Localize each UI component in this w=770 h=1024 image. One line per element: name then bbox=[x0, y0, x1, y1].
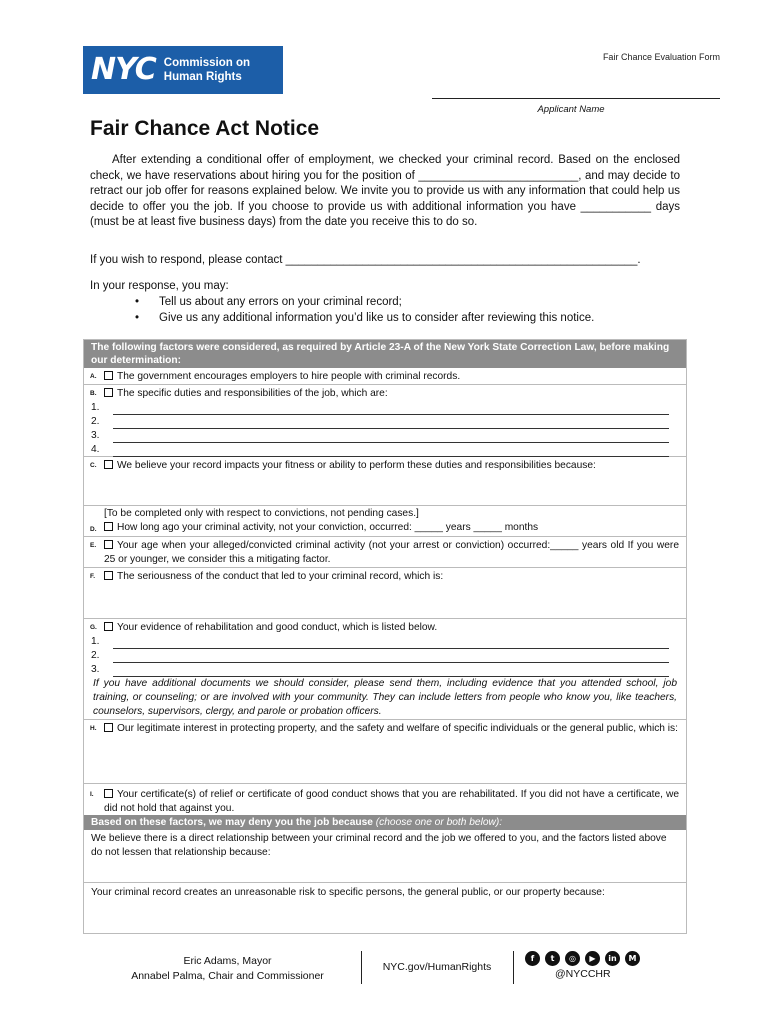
factors-table bbox=[83, 339, 687, 934]
answer-line[interactable] bbox=[91, 663, 679, 677]
instagram-icon[interactable]: ◎ bbox=[565, 951, 580, 966]
factor-letter: E. bbox=[90, 542, 97, 549]
list-item: • Tell us about any errors on your criminal record; bbox=[135, 294, 680, 310]
page-title: Fair Chance Act Notice bbox=[90, 117, 320, 140]
deny-heading-text: Based on these factors, we may deny you the job because bbox=[91, 817, 373, 828]
factor-b-checkbox[interactable] bbox=[104, 388, 113, 397]
line-number: 2. bbox=[91, 416, 100, 427]
response-section bbox=[90, 278, 680, 326]
factors-heading: The following factors were considered, as required by Article 23-A of the New York State Correction Law, before making our determination: bbox=[84, 340, 686, 368]
twitter-icon[interactable]: t bbox=[545, 951, 560, 966]
linkedin-icon[interactable]: in bbox=[605, 951, 620, 966]
factor-h[interactable] bbox=[84, 720, 686, 784]
factor-letter: C. bbox=[90, 462, 97, 469]
line-number: 3. bbox=[91, 430, 100, 441]
contact-line: If you wish to respond, please contact _______________________________________________________. bbox=[90, 254, 641, 266]
factor-d bbox=[84, 506, 686, 537]
footer-website[interactable]: NYC.gov/HumanRights bbox=[382, 961, 492, 973]
line-number: 1. bbox=[91, 402, 100, 413]
deny-reason-risk[interactable] bbox=[84, 883, 686, 937]
answer-line[interactable] bbox=[91, 429, 679, 443]
factor-text: The government encourages employers to hire people with criminal records. bbox=[117, 371, 461, 382]
factor-letter: F. bbox=[90, 573, 96, 580]
factor-text: Our legitimate interest in protecting property, and the safety and welfare of specific individuals or the general public, which is: bbox=[117, 723, 678, 734]
factor-f-checkbox[interactable] bbox=[104, 571, 113, 580]
deny-heading bbox=[84, 815, 686, 830]
factor-text: We believe your record impacts your fitness or ability to perform these duties and responsibilities because: bbox=[117, 460, 596, 471]
deny-reason-text: We believe there is a direct relationship between your criminal record and the job we offered to you, and the factors listed above do not lessen that relationship because: bbox=[91, 833, 667, 858]
answer-line[interactable] bbox=[91, 649, 679, 663]
factor-letter: H. bbox=[90, 725, 97, 732]
logo-line1: Commission on bbox=[163, 57, 251, 69]
factor-c-checkbox[interactable] bbox=[104, 460, 113, 469]
footer-divider bbox=[361, 951, 362, 984]
list-item: • Give us any additional information you’d like us to consider after reviewing this notice. bbox=[135, 310, 680, 326]
applicant-name-line[interactable] bbox=[432, 98, 720, 99]
footer bbox=[0, 946, 770, 996]
footer-chair: Annabel Palma, Chair and Commissioner bbox=[131, 970, 324, 982]
factor-h-checkbox[interactable] bbox=[104, 723, 113, 732]
response-list bbox=[135, 294, 680, 326]
intro-text: After extending a conditional offer of employment, we checked your criminal record. Based on the enclosed check, we have reservations about hiring you for the position of _________________________, and may decide to retract our job offer for reasons explained below. We invite you to provide us with any information that could help us decide to offer you the job. If you choose to provide us with additional information you have ___________ days (must be at least five business days) from the date you receive this to do so. bbox=[90, 154, 680, 229]
factor-e-checkbox[interactable] bbox=[104, 540, 113, 549]
factor-d-checkbox[interactable] bbox=[104, 522, 113, 531]
factor-i bbox=[84, 784, 686, 815]
deny-reason-relationship[interactable] bbox=[84, 830, 686, 883]
footer-handle[interactable]: @NYCCHR bbox=[555, 968, 611, 980]
form-name: Fair Chance Evaluation Form bbox=[602, 52, 720, 62]
social-icons bbox=[525, 951, 640, 966]
factor-e bbox=[84, 537, 686, 568]
facebook-icon[interactable]: f bbox=[525, 951, 540, 966]
factor-letter: G. bbox=[90, 624, 97, 631]
convictions-note: [To be completed only with respect to convictions, not pending cases.] bbox=[104, 508, 419, 519]
line-number: 2. bbox=[91, 650, 100, 661]
factor-text: How long ago your criminal activity, not your conviction, occurred: _____ years _____ months bbox=[117, 522, 539, 533]
deny-heading-sub: (choose one or both below): bbox=[372, 817, 503, 828]
factor-a-checkbox[interactable] bbox=[104, 371, 113, 380]
logo-text bbox=[164, 56, 250, 84]
rehabilitation-note: If you have additional documents we should consider, please send them, including evidence that you attended school, job training, or counseling; or are involved with your community. They can include letters from people who know you, like teachers, counselors, supervisors, clergy, and parole or probation officers. bbox=[93, 678, 677, 717]
medium-icon[interactable]: M bbox=[625, 951, 640, 966]
logo-mark: NYC bbox=[91, 52, 156, 87]
answer-line[interactable] bbox=[91, 635, 679, 649]
factor-letter: A. bbox=[90, 373, 97, 380]
footer-mayor: Eric Adams, Mayor bbox=[183, 955, 272, 967]
factor-text: The seriousness of the conduct that led to your criminal record, which is: bbox=[117, 571, 444, 582]
line-number: 3. bbox=[91, 664, 100, 675]
youtube-icon[interactable]: ▶ bbox=[585, 951, 600, 966]
factor-text: The specific duties and responsibilities of the job, which are: bbox=[117, 388, 388, 399]
factor-letter: D. bbox=[90, 526, 97, 533]
intro-paragraph bbox=[90, 153, 680, 231]
answer-line[interactable] bbox=[91, 443, 679, 457]
factor-c[interactable] bbox=[84, 457, 686, 506]
factor-text: Your certificate(s) of relief or certificate of good conduct shows that you are rehabilitated. If you did not have a certificate, we did not hold that against you. bbox=[104, 789, 679, 814]
nychr-logo bbox=[83, 46, 283, 94]
factor-i-checkbox[interactable] bbox=[104, 789, 113, 798]
factor-text: Your evidence of rehabilitation and good conduct, which is listed below. bbox=[117, 622, 438, 633]
logo-line2: Human Rights bbox=[163, 71, 242, 83]
deny-reason-text: Your criminal record creates an unreasonable risk to specific persons, the general public, or our property because: bbox=[91, 887, 605, 898]
factor-letter: B. bbox=[90, 390, 97, 397]
line-number: 1. bbox=[91, 636, 100, 647]
factor-letter: I. bbox=[90, 791, 94, 798]
response-lead: In your response, you may: bbox=[90, 280, 229, 292]
line-number: 4. bbox=[91, 444, 100, 455]
applicant-name-label: Applicant Name bbox=[537, 104, 605, 115]
answer-line[interactable] bbox=[91, 415, 679, 429]
factor-text: Your age when your alleged/convicted criminal activity (not your arrest or conviction) occurred:_____ years old If you were 25 or younger, we consider this a mitigating factor. bbox=[104, 540, 679, 565]
factor-g-checkbox[interactable] bbox=[104, 622, 113, 631]
footer-divider bbox=[513, 951, 514, 984]
footer-officials bbox=[120, 954, 335, 984]
factor-f[interactable] bbox=[84, 568, 686, 619]
factor-b bbox=[84, 385, 686, 457]
factor-g bbox=[84, 619, 686, 720]
factor-a bbox=[84, 368, 686, 385]
answer-line[interactable] bbox=[91, 401, 679, 415]
